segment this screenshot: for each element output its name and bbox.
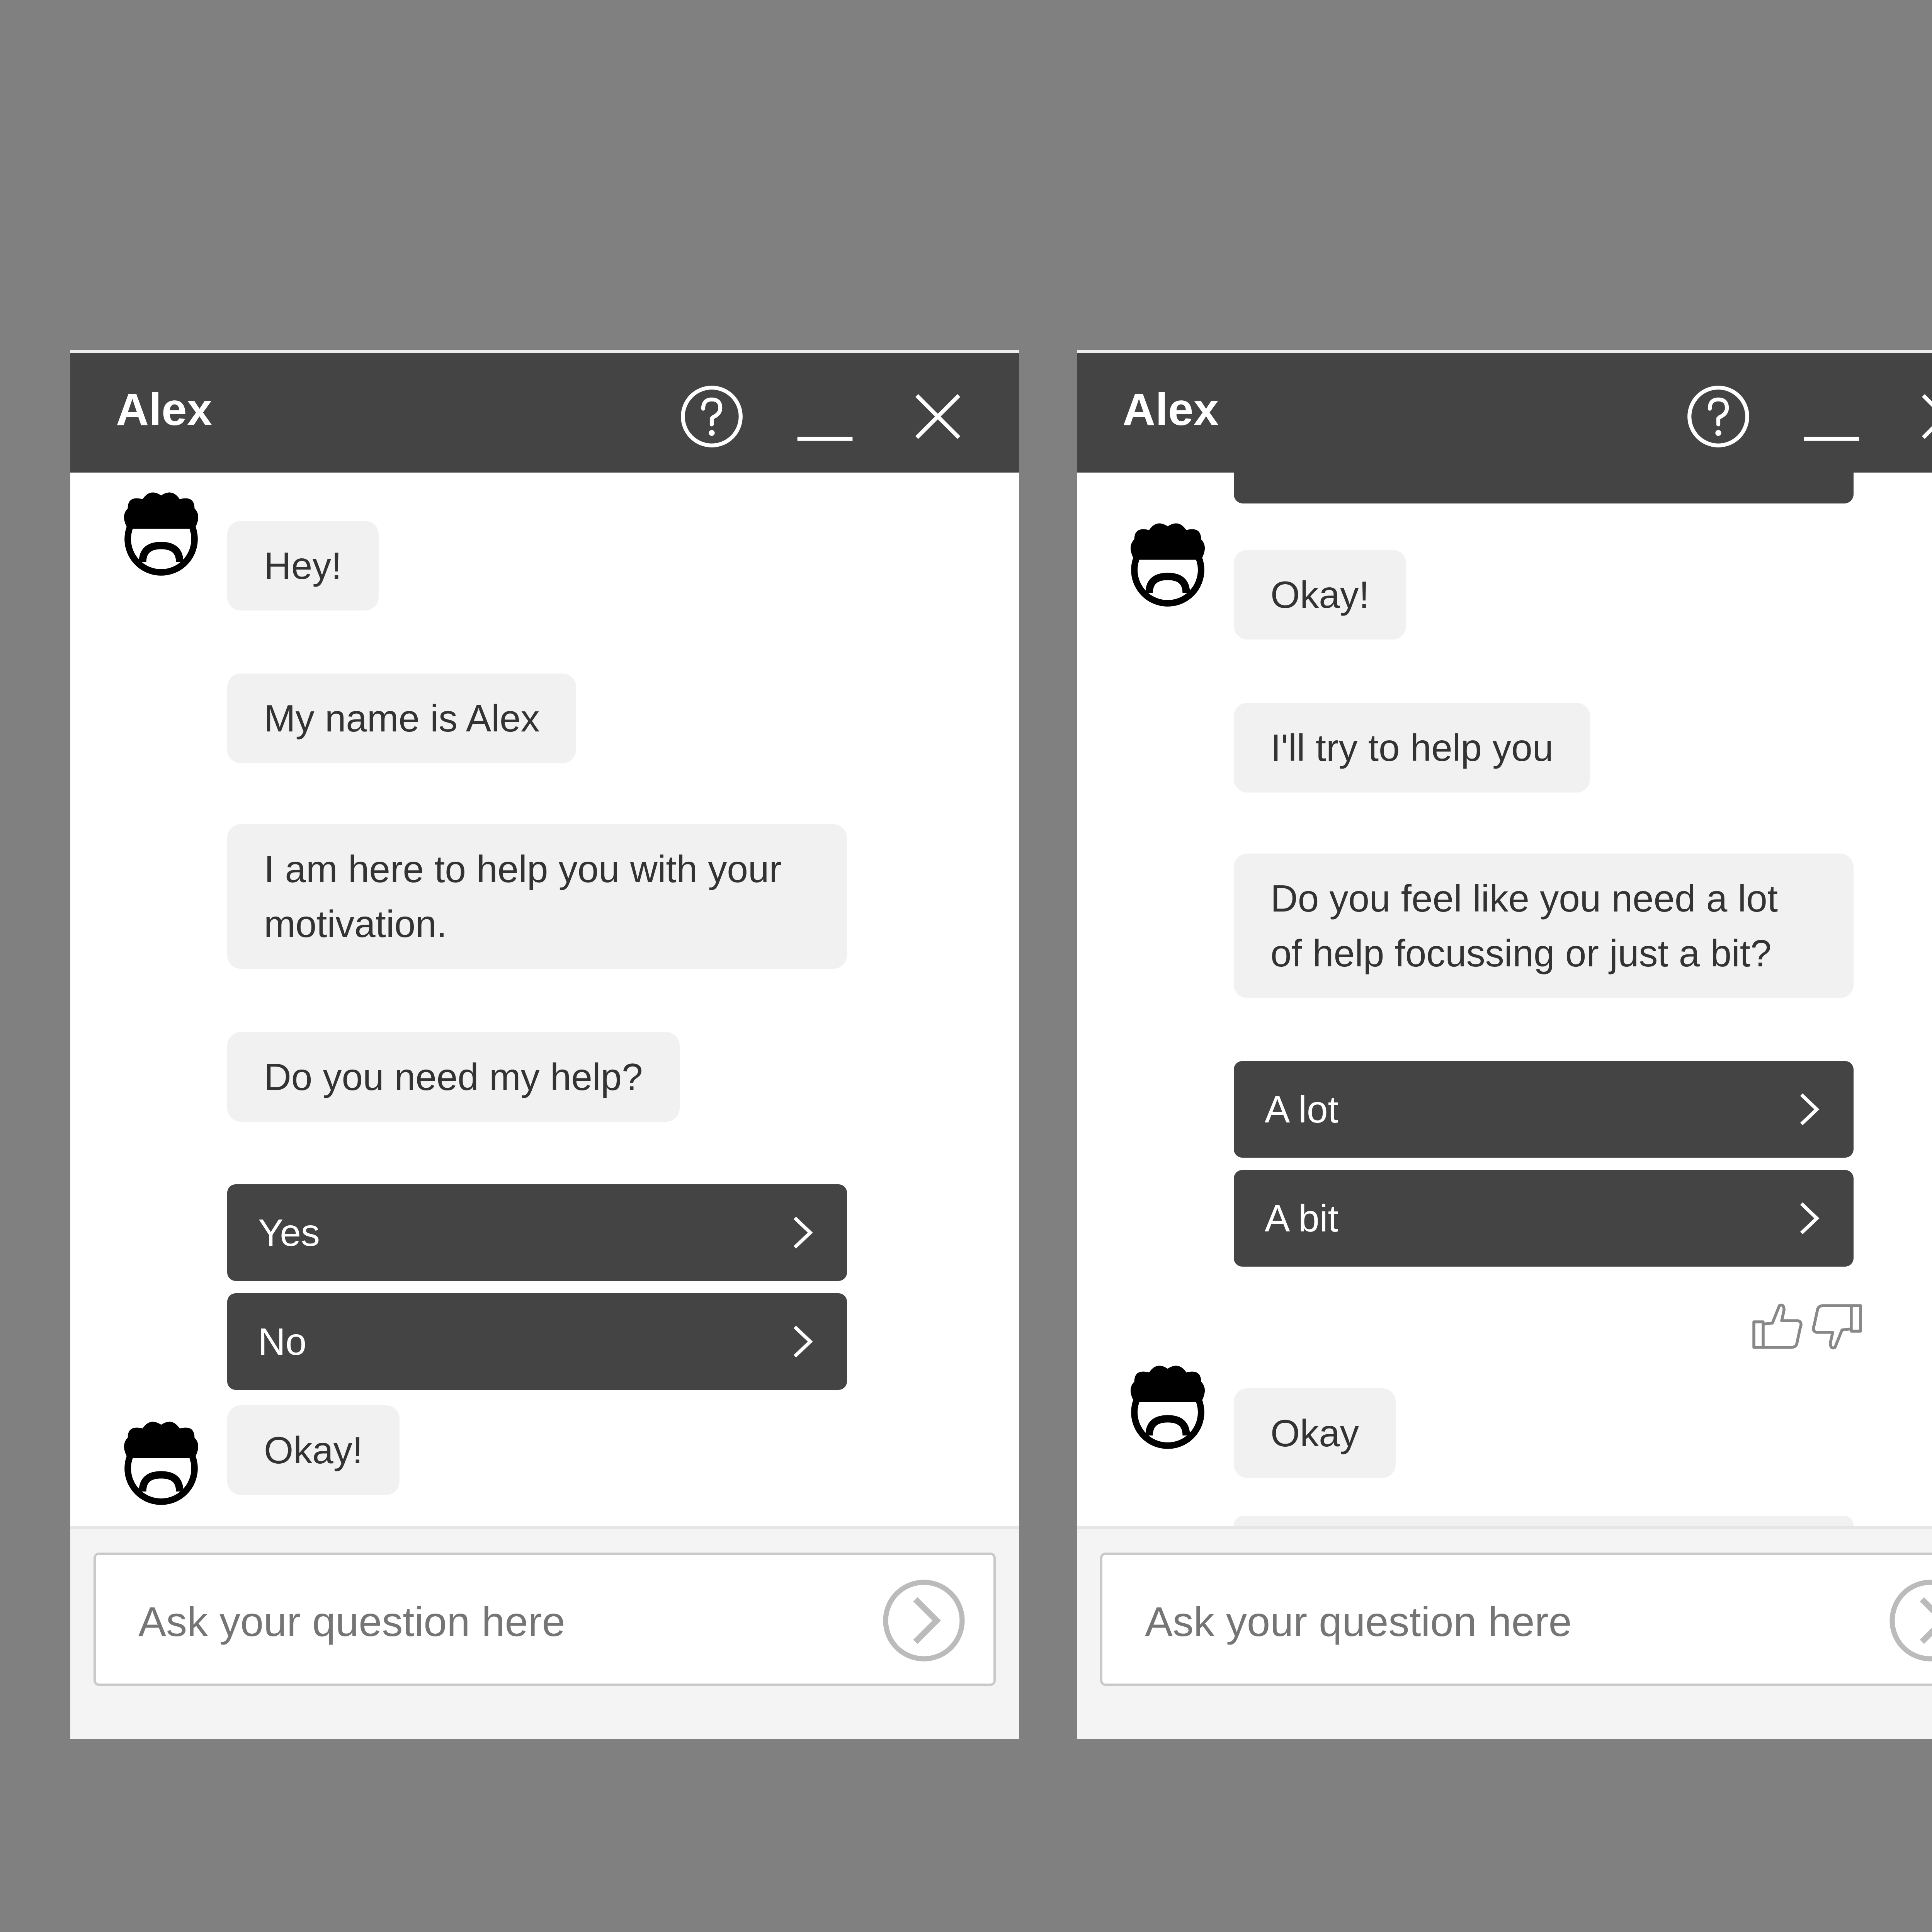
choice-button-a-lot[interactable] <box>1234 1061 1854 1158</box>
chat-footer <box>70 1526 1019 1739</box>
avatar-icon <box>115 1417 207 1510</box>
chat-window <box>70 350 1019 1739</box>
minimize-icon[interactable] <box>792 384 858 449</box>
avatar-icon <box>115 488 207 581</box>
chat-footer <box>1077 1526 1932 1739</box>
chat-header <box>1077 353 1932 473</box>
chat-title: Alex <box>116 384 213 435</box>
question-input[interactable] <box>138 1597 834 1646</box>
thumbs-down-icon[interactable] <box>1813 1306 1861 1348</box>
chat-title: Alex <box>1122 384 1219 435</box>
bot-message: Okay! <box>227 1405 400 1495</box>
question-input-box[interactable] <box>1100 1553 1932 1686</box>
choice-button-no[interactable] <box>227 1293 847 1390</box>
chat-header <box>70 353 1019 473</box>
minimize-icon[interactable] <box>1799 384 1864 449</box>
bot-message: Okay <box>1234 1388 1396 1478</box>
chevron-right-icon <box>789 1213 816 1252</box>
send-icon[interactable] <box>1888 1578 1932 1663</box>
close-icon[interactable] <box>905 384 971 449</box>
close-icon[interactable] <box>1912 384 1932 449</box>
bot-message-partial <box>1234 1516 1854 1526</box>
bot-message: Do you need my help? <box>227 1032 680 1122</box>
choice-label: Yes <box>258 1211 320 1254</box>
avatar-icon <box>1121 519 1214 612</box>
chevron-right-icon <box>1796 1090 1823 1129</box>
bot-message: My name is Alex <box>227 673 576 763</box>
help-icon[interactable] <box>1685 384 1751 449</box>
chevron-right-icon <box>1796 1199 1823 1238</box>
feedback-icons <box>1749 1298 1865 1355</box>
choice-button-a-bit[interactable] <box>1234 1170 1854 1267</box>
choice-label: No <box>258 1320 307 1363</box>
bot-message: Hey! <box>227 521 379 611</box>
bot-message: Do you feel like you need a lot of help focussing or just a bit? <box>1234 854 1854 998</box>
chat-window <box>1077 350 1932 1739</box>
question-input[interactable] <box>1145 1597 1840 1646</box>
thumbs-up-icon[interactable] <box>1754 1305 1801 1348</box>
send-icon[interactable] <box>881 1578 966 1663</box>
bot-message: I am here to help you with your motivation. <box>227 824 847 969</box>
avatar-icon <box>1121 1361 1214 1454</box>
chevron-right-icon <box>789 1322 816 1361</box>
choice-label: A lot <box>1265 1088 1338 1131</box>
choice-button-partial[interactable] <box>1234 473 1854 503</box>
choice-label: A bit <box>1265 1197 1338 1240</box>
help-icon[interactable] <box>679 384 745 449</box>
message-list <box>70 473 1019 1526</box>
choice-button-yes[interactable] <box>227 1184 847 1281</box>
bot-message: I'll try to help you <box>1234 703 1590 793</box>
question-input-box[interactable] <box>94 1553 996 1686</box>
message-list <box>1077 473 1932 1526</box>
bot-message: Okay! <box>1234 550 1406 639</box>
